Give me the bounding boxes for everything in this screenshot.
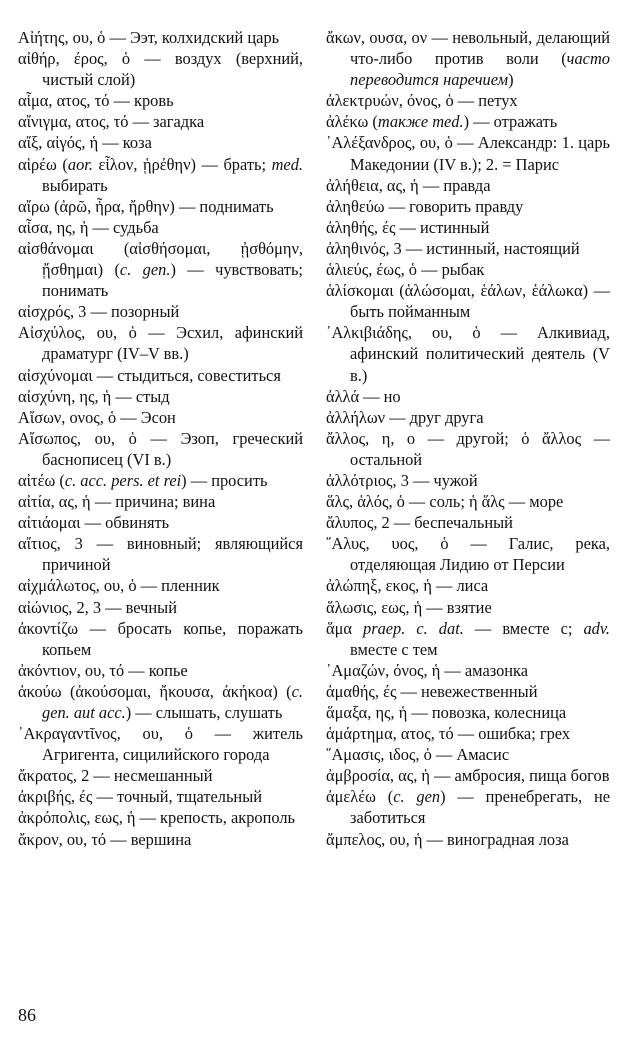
grammar-note: c. gen. aut acc. (42, 681, 303, 722)
dictionary-entry: ῞Αμασις, ιδος, ὁ — Амасис (326, 745, 510, 765)
entry-text: ἅμα (326, 618, 364, 638)
entry-text: εἷλον, ᾑρέθην) — брать; (92, 154, 272, 174)
grammar-note: часто переводится наречием (350, 49, 610, 90)
dictionary-entry: αἰσχύνη, ης, ἡ — стыд (18, 386, 170, 406)
dictionary-entry: ἀμαθής, ές — невежественный (326, 681, 538, 701)
dictionary-entry: ἀλώπηξ, εκος, ἡ — лиса (326, 576, 489, 596)
dictionary-entry: αἴξ, αἰγός, ἡ — коза (18, 133, 152, 153)
entry-text: ) — слышать, слушать (125, 703, 283, 722)
dictionary-entry (326, 111, 610, 132)
entry-text: ἀμελέω ( (326, 787, 394, 807)
dictionary-entry: ᾿Αλκιβιάδης, ου, ὁ — Алкивиад, афинский политический деятель (V в.) (326, 323, 610, 385)
dictionary-entry: αἶσα, ης, ἡ — судьба (18, 217, 159, 237)
dictionary-entry: ἅλωσις, εως, ἡ — взятие (326, 597, 492, 617)
dictionary-entry: ἀκοντίζω — бросать копье, поражать копьем (18, 618, 303, 659)
dictionary-entry: ἀλλότριος, 3 — чужой (326, 470, 478, 490)
dictionary-entry: ᾿Αλέξανδρος, ου, ὁ — Александр: 1. царь Македонии (IV в.); 2. = Парис (326, 133, 610, 174)
dictionary-entry: ἄμπελος, ου, ἡ — виноградная лоза (326, 829, 569, 849)
dictionary-entry (18, 238, 303, 301)
dictionary-entry: ἄλυπος, 2 — беспечальный (326, 513, 513, 533)
grammar-note: aor. (67, 154, 93, 174)
dictionary-entry: ἁμάρτημα, ατος, τό — ошибка; грех (326, 724, 571, 744)
dictionary-entry: Αἴσων, ονος, ὁ — Эсон (18, 407, 176, 427)
dictionary-entry: Αἰσχύλος, ου, ὁ — Эсхил, афинский драматург (IV–V вв.) (18, 323, 303, 364)
grammar-note: praep. c. dat. (363, 618, 464, 638)
dictionary-entry: ἀληθεύω — говорить правду (326, 196, 524, 216)
dictionary-entry (18, 154, 303, 196)
dictionary-entry: ἄλλος, η, ο — другой; ὁ ἄλλος — остальной (326, 428, 610, 469)
left-column (18, 27, 303, 850)
grammar-note: также med. (377, 112, 464, 132)
grammar-note: c. gen (393, 787, 441, 807)
dictionary-entry: αἷμα, ατος, τό — кровь (18, 91, 174, 111)
dictionary-entry: ἀμβροσία, ας, ἡ — амбросия, пища богов (326, 766, 610, 786)
entry-text: ) (508, 70, 514, 90)
entry-text: ἀλέκω ( (326, 112, 378, 132)
dictionary-entry (326, 27, 610, 90)
dictionary-entry: αἰτιάομαι — обвинять (18, 513, 170, 533)
dictionary-entry (18, 470, 303, 491)
dictionary-entry: αἰσχρός, 3 — позорный (18, 302, 180, 322)
dictionary-entry: Αἴσωπος, ου, ὁ — Эзоп, греческий баснописец (VI в.) (18, 428, 303, 469)
dictionary-entry: ἀλλήλων — друг друга (326, 407, 484, 427)
entry-text: ) — отражать (463, 112, 558, 132)
entry-text: αἱρέω ( (18, 154, 68, 174)
dictionary-entry: αἰσχύνομαι — стыдиться, совеститься (18, 365, 281, 385)
dictionary-entry: αἰχμάλωτος, ου, ὁ — пленник (18, 576, 220, 596)
dictionary-entry: αἴρω (ἀρῶ, ἦρα, ἤρθην) — поднимать (18, 196, 274, 216)
entry-text: ) — просить (181, 470, 268, 490)
grammar-note: c. acc. pers. et rei (64, 470, 182, 490)
dictionary-entry: ἅλς, ἁλός, ὁ — соль; ἡ ἅλς — море (326, 492, 564, 512)
dictionary-entry: ἀλλά — но (326, 386, 401, 406)
entry-text: αἰτέω ( (18, 470, 65, 490)
dictionary-entry: αἴτιος, 3 — виновный; являющийся причиной (18, 534, 303, 575)
right-column (326, 27, 610, 850)
entry-text: αἰσθάνομαι (αἰσθήσομαι, ᾐσθόμην, ᾔσθημαι) ( (18, 238, 303, 280)
entry-text: — вместе с; (463, 618, 584, 638)
dictionary-entry: ἅμαξα, ης, ἡ — повозка, колесница (326, 703, 567, 722)
entry-text: ἄκων, ουσα, ον — невольный, делающий что-либо против воли ( (326, 28, 610, 69)
dictionary-entry: αἰθήρ, έρος, ὁ — воздух (верхний, чистый слой) (18, 49, 303, 90)
dictionary-entry: ἁλίσκομαι (ἁλώσομαι, ἑάλων, ἑάλωκα) — быть пойманным (326, 281, 610, 322)
entry-text: вместе с тем (350, 639, 438, 659)
dictionary-entry: ἀκόντιον, ου, τό — копье (18, 660, 188, 680)
dictionary-entry: ἄκρον, ου, τό — вершина (18, 829, 192, 849)
dictionary-entry: ἀληθινός, 3 — истинный, настоящий (326, 238, 580, 258)
dictionary-entry: ἁλιεύς, έως, ὁ — рыбак (326, 260, 485, 280)
dictionary-entry: ἀκρόπολις, εως, ἡ — крепость, акрополь (18, 808, 296, 828)
dictionary-entry: αἰτία, ας, ἡ — причина; вина (18, 492, 216, 512)
dictionary-entry: ἀλεκτρυών, όνος, ὁ — петух (326, 91, 518, 111)
dictionary-entry (326, 618, 610, 660)
dictionary-entry: αἰώνιος, 2, 3 — вечный (18, 597, 177, 617)
dictionary-entry: αἴνιγμα, ατος, τό — загадка (18, 112, 205, 132)
dictionary-entry (18, 681, 303, 723)
dictionary-entry: ᾿Αμαζών, όνος, ἡ — амазонка (326, 660, 529, 680)
dictionary-entry: ἄκρατος, 2 — несмешанный (18, 766, 213, 786)
dictionary-entry (326, 786, 610, 828)
page-number: 86 (18, 1005, 36, 1025)
dictionary-entry: Αἰήτης, ου, ὁ — Ээт, колхидский царь (18, 28, 280, 47)
dictionary-entry: ῞Αλυς, υος, ὁ — Галис, река, отделяющая Лидию от Персии (326, 534, 610, 575)
dictionary-entry: ἀκριβής, ές — точный, тщательный (18, 787, 262, 807)
grammar-note: adv. (583, 618, 611, 638)
entry-text: выбирать (42, 175, 108, 195)
entry-text: ἀκούω (ἀκούσομαι, ἤκουσα, ἀκήκοα) ( (18, 681, 292, 701)
dictionary-entry: ἀληθής, ές — истинный (326, 217, 490, 237)
dictionary-entry: ᾿Ακραγαντῖνος, ου, ὁ — житель Агригента, сицилийского города (18, 724, 303, 765)
entry-text: ) — пренебрегать, не заботиться (350, 787, 610, 828)
dictionary-entry: ἀλήθεια, ας, ἡ — правда (326, 175, 491, 195)
grammar-note: c. gen. (119, 260, 171, 280)
grammar-note: med. (271, 154, 303, 174)
entry-text: ) — чувствовать; понимать (42, 260, 303, 301)
